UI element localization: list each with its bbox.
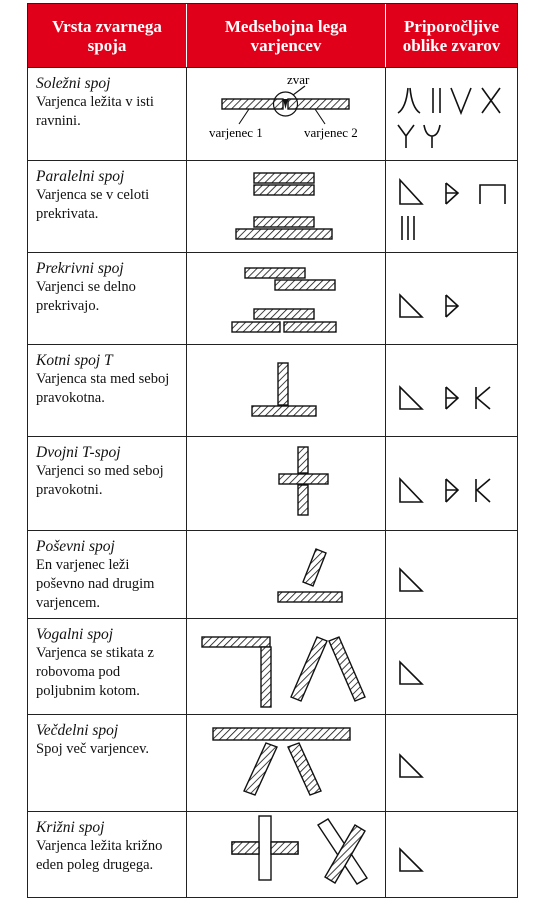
weld-shapes-cell <box>386 812 517 897</box>
y-weld-icon <box>398 125 414 148</box>
joint-description: Varjenca ležita križno eden poleg drugega. <box>36 838 163 873</box>
double-fillet-weld-icon <box>446 387 458 409</box>
joint-name: Poševni spoj <box>36 538 115 555</box>
position-cell <box>187 68 386 160</box>
fillet-weld-icon <box>400 569 422 591</box>
joint-description: En varjenec leži poševno nad drugim varjencem. <box>36 557 155 611</box>
fillet-weld-icon <box>400 662 422 684</box>
double-t-joint-diagram <box>187 437 386 531</box>
header-weld-shapes: Priporočljive oblike zvarov <box>402 16 501 55</box>
joint-name: Vogalni spoj <box>36 626 114 643</box>
joint-description: Varjenci se delno prekrivajo. <box>36 279 136 314</box>
weld-shapes-cell <box>386 253 517 344</box>
joint-name: Dvojni T-spoj <box>36 444 121 461</box>
table-row <box>28 436 517 530</box>
x-weld-icon <box>482 88 500 113</box>
joint-name: Kotni spoj T <box>36 352 113 369</box>
table-row <box>28 714 517 811</box>
position-cell <box>187 715 386 811</box>
double-i-weld-icon <box>433 88 440 113</box>
joint-name: Križni spoj <box>36 819 105 836</box>
table-row <box>28 811 517 897</box>
joint-description: Varjenca sta med seboj pravokotna. <box>36 371 170 406</box>
k-weld-icon <box>476 479 490 502</box>
v-weld-icon <box>451 88 471 113</box>
butt-joint-diagram <box>187 68 386 161</box>
joint-cell <box>28 619 187 714</box>
joint-name: Večdelni spoj <box>36 722 119 739</box>
label-varjenec-1: varjenec 1 <box>209 125 263 140</box>
double-fillet-weld-icon <box>446 183 458 204</box>
joint-cell <box>28 253 187 344</box>
position-cell <box>187 437 386 530</box>
weld-shapes-cell <box>386 161 517 252</box>
position-cell <box>187 161 386 252</box>
table-row <box>28 530 517 618</box>
joint-cell <box>28 345 187 436</box>
weld-shapes-cell <box>386 619 517 714</box>
t-joint-diagram <box>187 345 386 437</box>
double-fillet-weld-icon <box>446 295 458 317</box>
cross-joint-diagram <box>187 812 386 898</box>
triple-line-weld-icon <box>402 216 414 240</box>
label-varjenec-2: varjenec 2 <box>304 125 358 140</box>
k-weld-icon <box>476 387 490 409</box>
joint-cell <box>28 437 187 530</box>
fillet-weld-icon <box>400 755 422 777</box>
fillet-weld-icon <box>400 180 422 204</box>
edge-weld-icon <box>480 185 505 204</box>
table-row <box>28 160 517 252</box>
weld-shapes-cell <box>386 531 517 618</box>
double-u-weld-icon <box>398 88 420 113</box>
weld-shapes-cell <box>386 437 517 530</box>
table-row <box>28 344 517 436</box>
lap-joint-diagram <box>187 253 386 345</box>
fillet-weld-icon <box>400 849 422 871</box>
joint-name: Paralelni spoj <box>36 168 125 185</box>
position-cell <box>187 531 386 618</box>
joint-cell <box>28 68 187 160</box>
position-cell <box>187 345 386 436</box>
fillet-weld-icon <box>400 387 422 409</box>
weld-joints-table <box>27 3 518 898</box>
fillet-weld-icon <box>400 479 422 502</box>
u-y-weld-icon <box>424 125 440 148</box>
weld-mark <box>283 99 288 109</box>
weld-shapes-cell <box>386 345 517 436</box>
position-cell <box>187 619 386 714</box>
joint-description: Varjenca se stikata z robovoma pod poljubnim kotom. <box>36 645 154 699</box>
table-row <box>28 618 517 714</box>
joint-description: Spoj več varjencev. <box>36 741 149 757</box>
double-fillet-weld-icon <box>446 479 458 502</box>
parallel-joint-diagram <box>187 161 386 253</box>
label-zvar: zvar <box>287 72 310 87</box>
joint-name: Prekrivni spoj <box>36 260 124 277</box>
joint-description: Varjenca ležita v isti ravnini. <box>36 94 154 129</box>
fillet-weld-icon <box>400 295 422 317</box>
oblique-joint-diagram <box>187 531 386 619</box>
table-row <box>28 67 517 160</box>
weld-shapes-cell <box>386 715 517 811</box>
position-cell <box>187 812 386 897</box>
joint-cell <box>28 812 187 897</box>
position-cell <box>187 253 386 344</box>
header-joint-type: Vrsta zvarnega spoja <box>28 4 187 67</box>
joint-cell <box>28 715 187 811</box>
table-row <box>28 252 517 344</box>
corner-joint-diagram <box>187 619 386 715</box>
joint-name: Soležni spoj <box>36 75 111 92</box>
joint-description: Varjenca se v celoti prekrivata. <box>36 187 150 222</box>
weld-shapes-cell <box>386 68 517 160</box>
multi-part-joint-diagram <box>187 715 386 812</box>
joint-description: Varjenci so med seboj pravokotni. <box>36 463 164 498</box>
header-position: Medsebojna lega varjencev <box>187 4 386 67</box>
joint-cell <box>28 531 187 618</box>
joint-cell <box>28 161 187 252</box>
table-header <box>28 4 517 67</box>
